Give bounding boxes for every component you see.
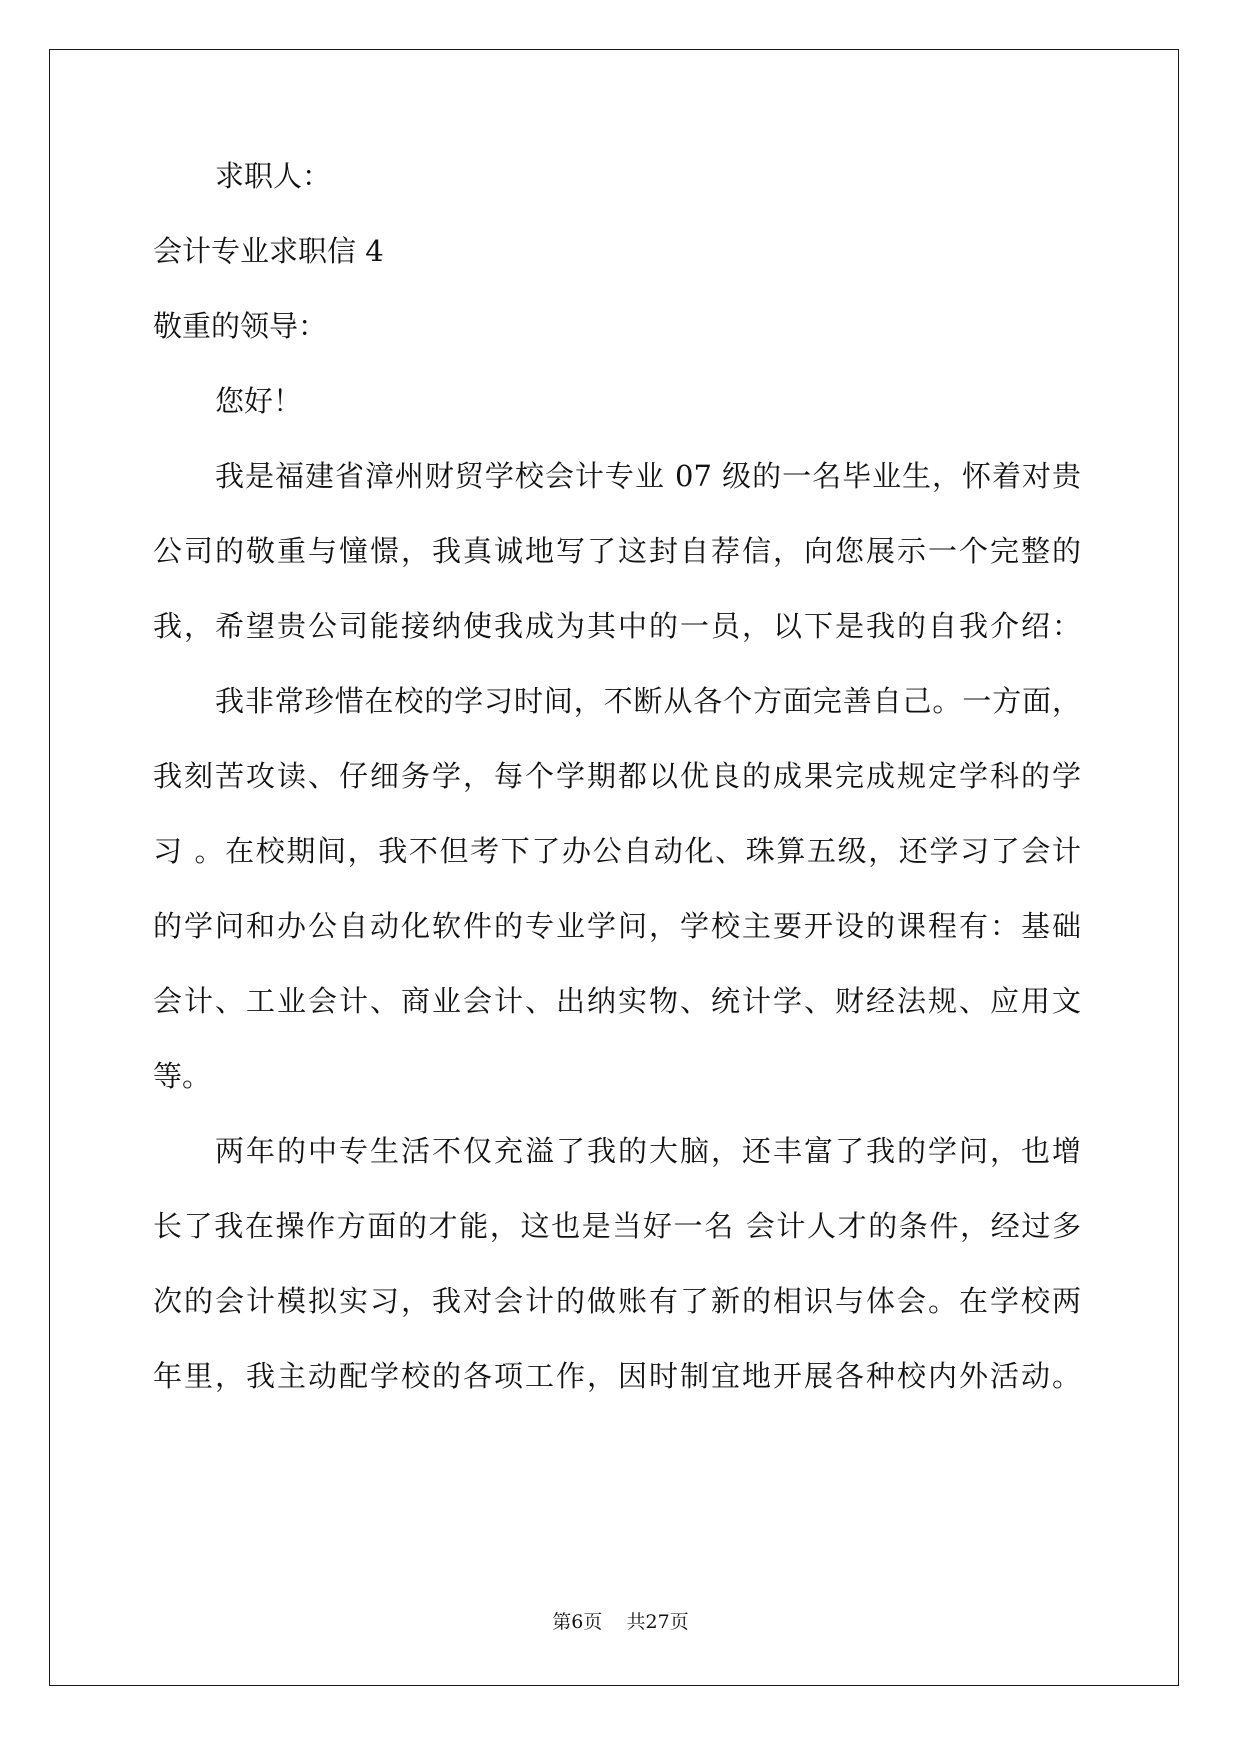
page-number: 6 — [571, 1611, 584, 1633]
paragraph-1-line-3: 我，希望贵公司能接纳使我成为其中的一员，以下是我的自我介绍： — [153, 609, 1081, 643]
paragraph-2-line-4: 的学问和办公自动化软件的专业学问，学校主要开设的课程有：基础 — [153, 909, 1081, 943]
signature-label: 求职人： — [215, 159, 332, 193]
paragraph-1-line-1: 我是福建省漳州财贸学校会计专业 07 级的一名毕业生，怀着对贵 — [215, 459, 1081, 493]
page-label-prefix: 第 — [552, 1611, 572, 1633]
total-label-suffix: 页 — [669, 1611, 689, 1633]
section-title: 会计专业求职信 4 — [153, 234, 384, 268]
total-pages: 27 — [645, 1611, 670, 1633]
page-label-suffix: 页 — [583, 1611, 603, 1633]
paragraph-1-line-2: 公司的敬重与憧憬，我真诚地写了这封自荐信，向您展示一个完整的 — [153, 534, 1081, 568]
paragraph-3-line-3: 次的会计模拟实习，我对会计的做账有了新的相识与体会。在学校两 — [153, 1284, 1081, 1318]
total-label-prefix: 共 — [626, 1611, 646, 1633]
salutation: 敬重的领导： — [153, 309, 328, 343]
paragraph-3-line-1: 两年的中专生活不仅充溢了我的大脑，还丰富了我的学问，也增 — [215, 1134, 1081, 1168]
paragraph-2-line-3: 习 。在校期间，我不但考下了办公自动化、珠算五级，还学习了会计 — [153, 834, 1081, 868]
paragraph-3-line-2: 长了我在操作方面的才能，这也是当好一名 会计人才的条件，经过多 — [153, 1209, 1081, 1243]
greeting: 您好！ — [215, 384, 303, 418]
paragraph-2-line-6: 等。 — [153, 1059, 212, 1093]
paragraph-3-line-4: 年里，我主动配学校的各项工作，因时制宜地开展各种校内外活动。 — [153, 1359, 1081, 1393]
paragraph-2-line-5: 会计、工业会计、商业会计、出纳实物、统计学、财经法规、应用文 — [153, 984, 1081, 1018]
paragraph-2-line-2: 我刻苦攻读、仔细务学，每个学期都以优良的成果完成规定学科的学 — [153, 759, 1081, 793]
page-footer — [0, 1609, 1241, 1635]
paragraph-2-line-1: 我非常珍惜在校的学习时间，不断从各个方面完善自己。一方面， — [215, 684, 1081, 718]
